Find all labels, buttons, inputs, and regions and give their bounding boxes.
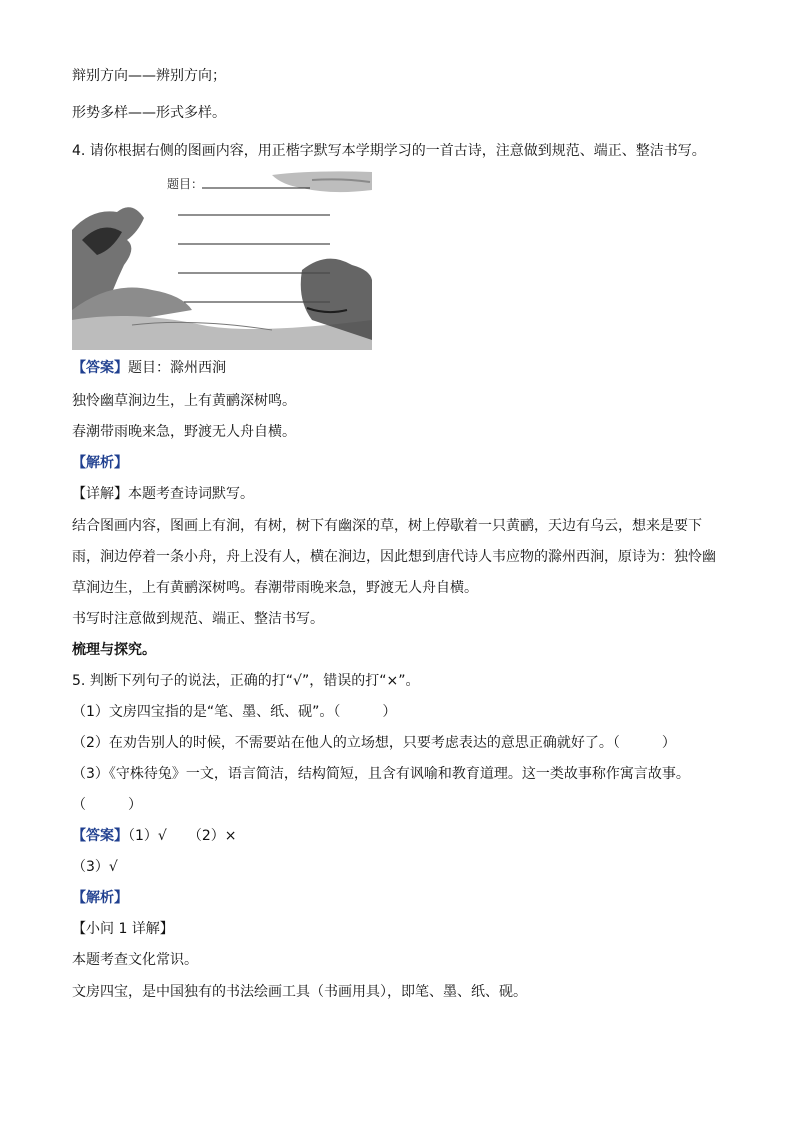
detail-line [72,484,254,504]
poem-line: 独怜幽草涧边生，上有黄鹂深树鸣。 [72,393,296,409]
explanation-line: 草涧边生，上有黄鹂深树鸣。春潮带雨晚来急，野渡无人舟自横。 [72,580,478,596]
answer-tag: 【答案】 [72,828,128,844]
explanation-line: 书写时注意做到规范、端正、整洁书写。 [72,611,324,627]
detail-tag: 【详解】 [72,486,128,502]
explanation-line: 结合图画内容，图画上有涧，有树，树下有幽深的草，树上停歇着一只黄鹂，天边有乌云，想来是要下 [72,518,702,534]
text-line: 辩别方向——辨别方向； [72,68,226,84]
analysis-tag: 【解析】 [72,455,128,471]
poem-line: 春潮带雨晚来急，野渡无人舟自横。 [72,424,296,440]
sub-question-explanation: 文房四宝，是中国独有的书法绘画工具（书画用具），即笔、墨、纸、砚。 [72,984,527,1000]
answer-line [72,826,236,846]
answer-tag: 【答案】 [72,360,128,376]
answer-title: 题目：滁州西涧 [128,360,226,376]
analysis-tag: 【解析】 [72,890,128,906]
explanation-line: 雨，涧边停着一条小舟，舟上没有人，横在涧边，因此想到唐代诗人韦应物的滁州西涧，原诗为：独怜幽 [72,549,716,565]
section-heading: 梳理与探究。 [72,642,156,658]
question-4: 4. 请你根据右侧的图画内容，用正楷字默写本学期学习的一首古诗，注意做到规范、端正、整洁书写。 [72,143,706,159]
landscape-illustration [72,170,372,350]
answer-line [72,358,226,378]
answer-text: （1）√ （2）× [128,828,237,844]
question-5-item-3: （3）《守株待兔》一文，语言简洁，结构简短，且含有讽喻和教育道理。这一类故事称作寓言故事。 [72,766,690,782]
question-5-item-3-blank: （ ） [72,797,142,813]
question-5-item-1: （1）文房四宝指的是“笔、墨、纸、砚”。（ ） [72,704,397,720]
answer-text: （3）√ [72,859,118,875]
detail-text: 本题考查诗词默写。 [128,486,254,502]
figure-title-label: 题目： [167,177,204,191]
question-5-item-2: （2）在劝告别人的时候，不需要站在他人的立场想，只要考虑表达的意思正确就好了。（ ） [72,735,676,751]
text-line: 形势多样——形式多样。 [72,105,226,121]
sub-question-text: 本题考查文化常识。 [72,952,198,968]
question-5: 5. 判断下列句子的说法，正确的打“√”，错误的打“×”。 [72,673,420,689]
sub-question-tag: 【小问 1 详解】 [72,921,174,937]
